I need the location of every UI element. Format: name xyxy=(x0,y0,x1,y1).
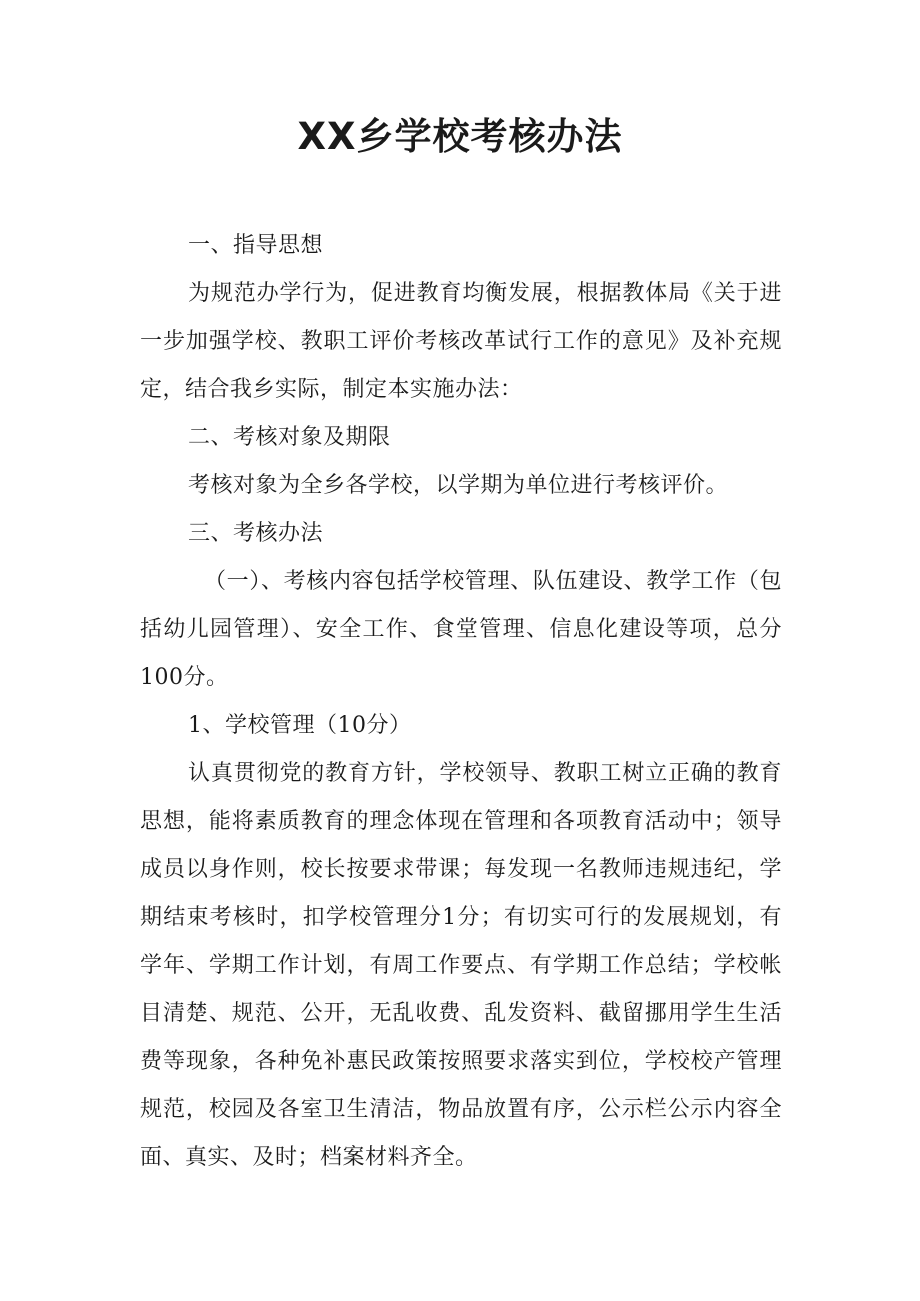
paragraph-content-items: （一）、考核内容包括学校管理、队伍建设、教学工作（包括幼儿园管理）、安全工作、食堂管理、信息化建设等项，总分100分。 xyxy=(140,569,782,690)
subsection-heading-school-management: 1、学校管理（10分） xyxy=(188,713,412,738)
section-heading-scope-period: 二、考核对象及期限 xyxy=(188,425,391,450)
paragraph-school-management: 认真贯彻党的教育方针，学校领导、教职工树立正确的教育思想，能将素质教育的理念体现在管理和各项教育活动中；领导成员以身作则，校长按要求带课；每发现一名教师违规违纪，学期结束考核时，扣学校管理分1分；有切实可行的发展规划，有学年、学期工作计划，有周工作要点、有学期工作总结；学校帐目清楚、规范、公开，无乱收费、乱发资料、截留挪用学生生活费等现象，各种免补惠民政策按照要求落实到位，学校校产管理规范，校园及各室卫生清洁，物品放置有序，公示栏公示内容全面、真实、及时；档案材料齐全。 xyxy=(140,761,782,1170)
document-title: XX乡学校考核办法 xyxy=(297,115,623,158)
section-heading-methods: 三、考核办法 xyxy=(188,521,324,546)
section-heading-guiding-ideology: 一、指导思想 xyxy=(188,233,324,258)
paragraph-purpose: 为规范办学行为，促进教育均衡发展，根据教体局《关于进一步加强学校、教职工评价考核改革试行工作的意见》及补充规定，结合我乡实际，制定本实施办法： xyxy=(140,281,782,402)
document-body xyxy=(140,222,782,1182)
paragraph-scope: 考核对象为全乡各学校，以学期为单位进行考核评价。 xyxy=(188,473,729,498)
